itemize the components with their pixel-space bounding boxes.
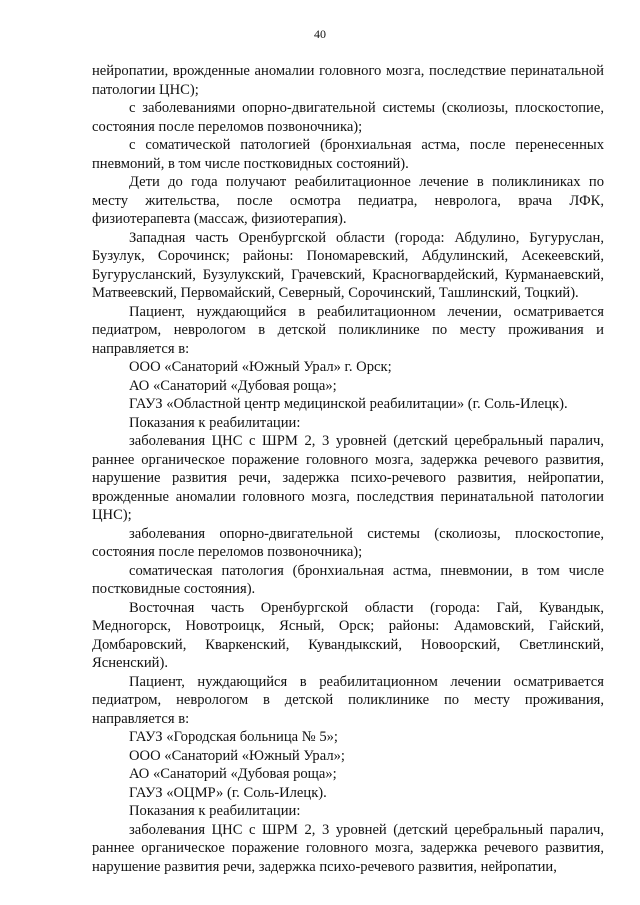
list-item: АО «Санаторий «Дубовая роща»;: [129, 377, 337, 394]
paragraph: с заболеваниями опорно-двигательной системы (сколиозы, плоскостопие, состояния после переломов позвоночника);: [92, 100, 604, 135]
paragraph: Пациент, нуждающийся в реабилитационном лечении, осматривается педиатром, неврологом в детской поликлинике по месту проживания и направляется в:: [92, 303, 604, 357]
list-item: ООО «Санаторий «Южный Урал»;: [129, 747, 345, 764]
list-item: АО «Санаторий «Дубовая роща»;: [129, 766, 337, 782]
list-item: ООО «Санаторий «Южный Урал» г. Орск;: [129, 359, 392, 375]
paragraph: с соматической патологией (бронхиальная астма, после перенесенных пневмоний, в том числе постковидных состояний).: [92, 137, 604, 172]
paragraph: нейропатии, врожденные аномалии головного мозга, последствие перинатальной патологии ЦНС);: [92, 63, 604, 98]
section-heading: Показания к реабилитации:: [129, 414, 301, 431]
page-number: 40: [314, 27, 326, 41]
list-item: ГАУЗ «ОЦМР» (г. Соль-Илецк).: [129, 784, 327, 801]
paragraph: Пациент, нуждающийся в реабилитационном лечении осматривается педиатром, неврологом в детской поликлинике по месту проживания, направляется в:: [92, 673, 604, 727]
paragraph: Западная часть Оренбургской области (города: Абдулино, Бугуруслан, Бузулук, Сорочинск; районы: Пономаревский, Абдулинский, Асекеевский, Бугурусланский, Бузулукский, Грачевский, Красногвардейский, Курманаевский, Матвеевский, Первомайский, Северный, Сорочинский, Ташлинский, Тоцкий).: [92, 229, 604, 301]
paragraph: Дети до года получают реабилитационное лечение в поликлиниках по месту жительства, после осмотра педиатра, невролога, врача ЛФК, физиотерапевта (массаж, физиотерапия).: [92, 174, 604, 227]
paragraph: заболевания ЦНС с ШРМ 2, 3 уровней (детский церебральный паралич, раннее органическое поражение головного мозга, задержка речевого развития, нарушение развития речи, задержка психо-речевого развития, нейропатии, врожденные аномалии головного мозга, последствия перинатальной патологии ЦНС);: [92, 433, 604, 523]
list-item: ГАУЗ «Областной центр медицинской реабилитации» (г. Соль-Илецк).: [129, 396, 568, 412]
paragraph: заболевания ЦНС с ШРМ 2, 3 уровней (детский церебральный паралич, раннее органическое поражение головного мозга, задержка речевого развития, нарушение развития речи, задержка психо-речевого развития, нейропатии,: [92, 821, 604, 875]
list-item: ГАУЗ «Городская больница № 5»;: [129, 729, 338, 745]
body-text: [92, 62, 604, 876]
paragraph: соматическая патология (бронхиальная астма, пневмонии, в том числе постковидные состояния).: [92, 562, 604, 597]
paragraph: заболевания опорно-двигательной системы (сколиозы, плоскостопие, состояния после переломов позвоночника);: [92, 525, 604, 560]
paragraph: Восточная часть Оренбургской области (города: Гай, Кувандык, Медногорск, Новотроицк, Ясный, Орск; районы: Адамовский, Гайский, Домбаровский, Кваркенский, Кувандыкский, Новоорский, Светлинский, Ясненский).: [92, 599, 604, 671]
section-heading: Показания к реабилитации:: [129, 803, 301, 819]
